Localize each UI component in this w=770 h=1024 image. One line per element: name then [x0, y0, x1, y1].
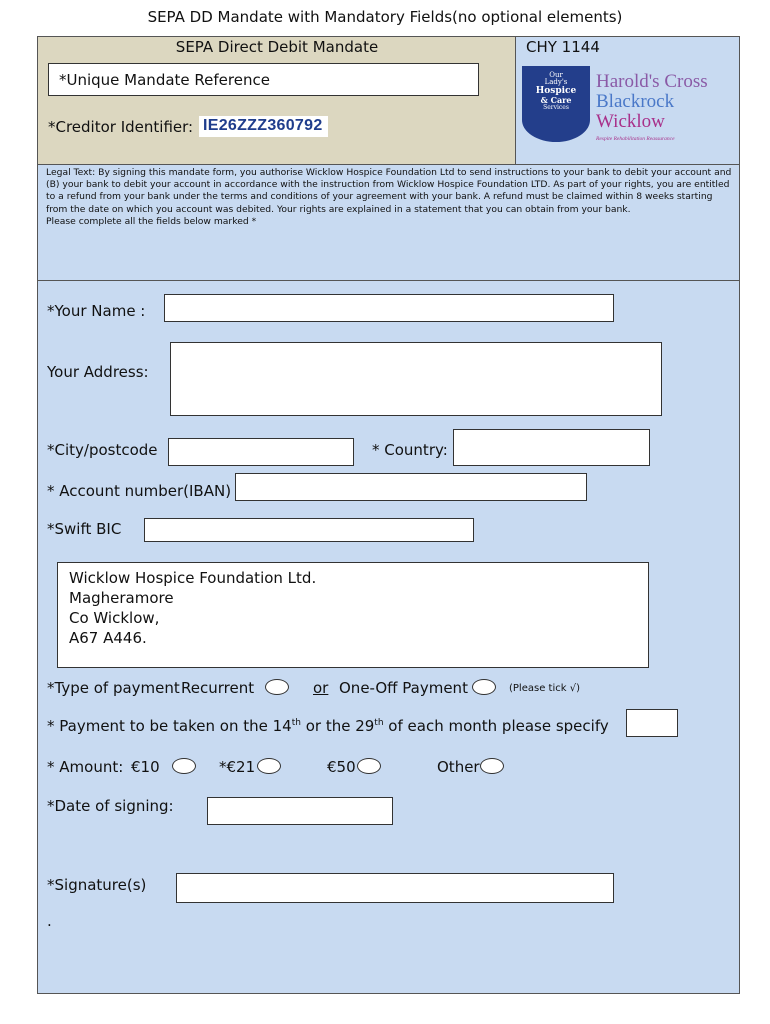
country-input[interactable]: [453, 429, 650, 466]
tick-note: (Please tick √): [509, 683, 580, 694]
city-postcode-input[interactable]: [168, 438, 354, 466]
your-address-label: Your Address:: [47, 363, 149, 381]
amount-option-other-label: Other: [437, 758, 480, 776]
date-of-signing-input[interactable]: [207, 797, 393, 825]
country-label: * Country:: [372, 441, 448, 459]
creditor-identifier-label: *Creditor Identifier:: [48, 118, 194, 136]
amount-option-10-label: €10: [131, 758, 160, 776]
or-text: or: [313, 679, 329, 697]
amount-10-radio[interactable]: [172, 758, 196, 774]
payment-type-label: *Type of payment: [47, 679, 180, 697]
trailing-dot: .: [47, 912, 52, 930]
iban-input[interactable]: [235, 473, 587, 501]
legal-text-block: [46, 167, 736, 228]
iban-label: * Account number(IBAN): [47, 482, 232, 500]
document-title: SEPA DD Mandate with Mandatory Fields(no optional elements): [147, 8, 623, 26]
amount-option-21-label: *€21: [219, 758, 256, 776]
divider: [38, 280, 739, 281]
payment-day-text: * Payment to be taken on the 14th or the 29th of each month please specify: [47, 717, 609, 735]
amount-50-radio[interactable]: [357, 758, 381, 774]
creditor-address-line: Wicklow Hospice Foundation Ltd.: [69, 569, 317, 587]
amount-label: * Amount:: [47, 758, 124, 776]
creditor-address-box: [57, 562, 649, 668]
signature-label: *Signature(s): [47, 876, 147, 894]
amount-other-radio[interactable]: [480, 758, 504, 774]
payment-day-input[interactable]: [626, 709, 678, 737]
creditor-address-line: Magheramore: [69, 589, 174, 607]
header-panel: [38, 37, 516, 164]
creditor-identifier-value: IE26ZZZ360792: [199, 116, 328, 137]
divider: [38, 164, 739, 165]
amount-option-50-label: €50: [327, 758, 356, 776]
your-name-label: *Your Name :: [47, 302, 146, 320]
your-name-input[interactable]: [164, 294, 614, 322]
logo-site-3: Wicklow: [596, 111, 665, 132]
mandate-title: SEPA Direct Debit Mandate: [175, 38, 379, 56]
logo-tagline: Respite Rehabilitation Reassurance: [596, 136, 675, 142]
date-of-signing-label: *Date of signing:: [47, 797, 174, 815]
one-off-option-label: One-Off Payment: [339, 679, 468, 697]
swift-bic-input[interactable]: [144, 518, 474, 542]
charity-number: CHY 1144: [526, 38, 600, 56]
legal-instruction: Please complete all the fields below marked *: [46, 215, 257, 227]
one-off-radio[interactable]: [472, 679, 496, 695]
signature-input[interactable]: [176, 873, 614, 903]
logo-site-1: Harold's Cross: [596, 71, 708, 92]
recurrent-radio[interactable]: [265, 679, 289, 695]
hospice-shield-icon: Our Lady's Hospice & Care Services: [522, 66, 590, 142]
unique-mandate-reference-field[interactable]: *Unique Mandate Reference: [48, 63, 479, 96]
logo-site-names: [596, 72, 708, 132]
hospice-logo: [522, 66, 734, 154]
creditor-address-line: A67 A446.: [69, 629, 147, 647]
city-postcode-label: *City/postcode: [47, 441, 158, 459]
recurrent-option-label: Recurrent: [181, 679, 255, 697]
creditor-address-line: Co Wicklow,: [69, 609, 160, 627]
your-address-input[interactable]: [170, 342, 662, 416]
legal-text: Legal Text: By signing this mandate form, you authorise Wicklow Hospice Foundation Ltd to send instructions to your bank to debit your account and (B) your bank to debit your account in accordance with the instruction from Wicklow Hospice Foundation LTD. As part of your rights, you are entitled to a refund from your bank under the terms and conditions of your agreement with your bank. A refund must be claimed within 8 weeks starting from the date on which you account was debited. Your rights are explained in a statement that you can obtain from your bank.: [46, 167, 732, 215]
logo-site-2: Blackrock: [596, 91, 675, 112]
amount-21-radio[interactable]: [257, 758, 281, 774]
swift-bic-label: *Swift BIC: [47, 520, 122, 538]
